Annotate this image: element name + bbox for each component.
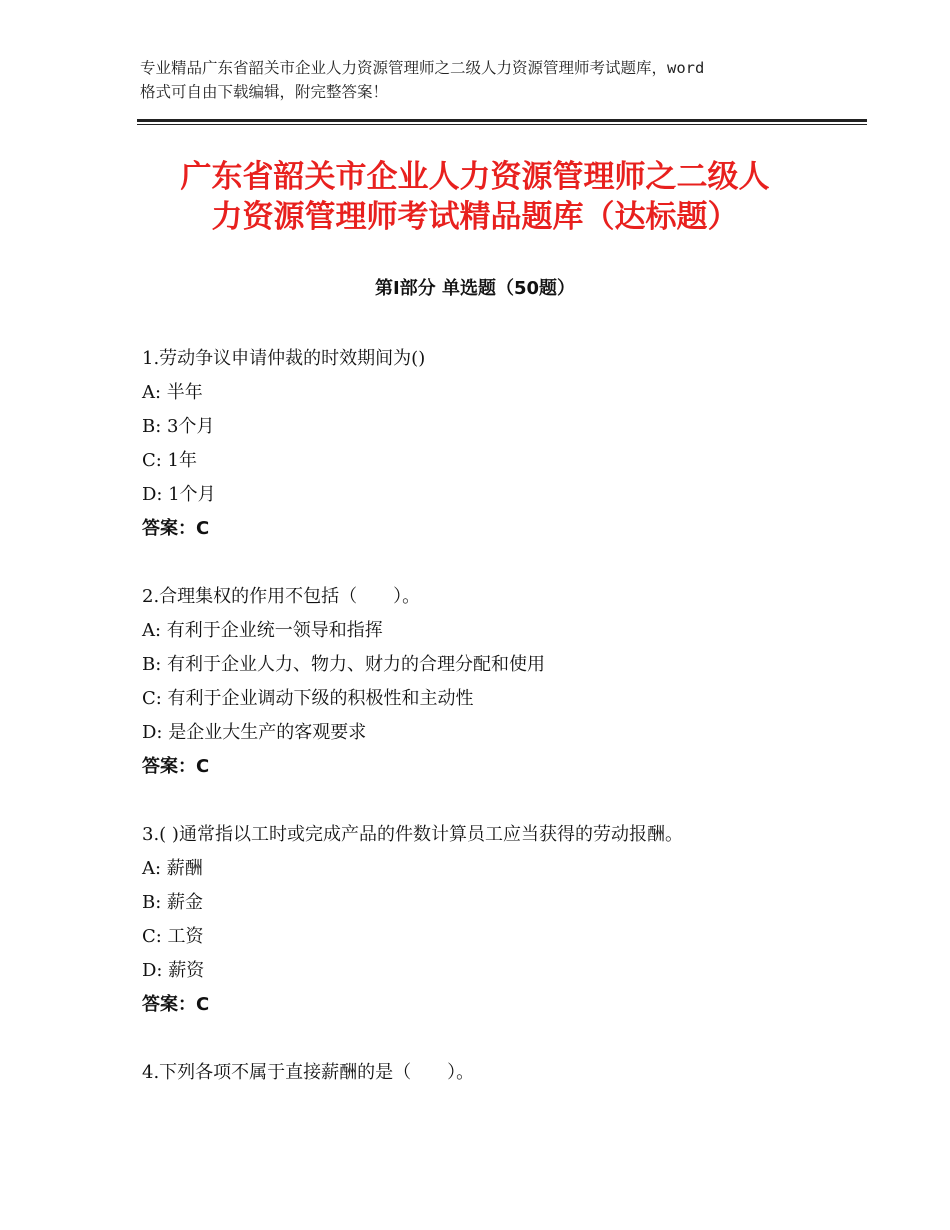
question-list [142,342,842,1124]
header-note [140,56,840,104]
document-title-line2: 力资源管理师考试精品题库（达标题） [211,199,739,235]
answer: 答案：C [142,756,210,777]
header-note-line1: 专业精品广东省韶关市企业人力资源管理师之二级人力资源管理师考试题库，word [140,59,705,77]
option-c: C: 1年 [142,450,198,471]
question-1 [142,342,842,546]
option-a: A: 薪酬 [142,858,203,879]
option-d: D: 薪资 [142,960,205,981]
header-rule-thin [137,124,867,125]
question-stem: 2.合理集权的作用不包括（ ）。 [142,586,421,607]
question-stem: 3.( )通常指以工时或完成产品的件数计算员工应当获得的劳动报酬。 [142,824,683,845]
question-4 [142,1056,842,1090]
answer: 答案：C [142,518,210,539]
section-heading: 第Ⅰ部分 单选题（50题） [374,278,575,299]
option-b: B: 有利于企业人力、物力、财力的合理分配和使用 [142,654,546,675]
question-stem: 4.下列各项不属于直接薪酬的是（ ）。 [142,1062,475,1083]
header-note-line2: 格式可自由下载编辑，附完整答案！ [140,83,389,101]
header-rule-thick [137,119,867,122]
question-stem: 1.劳动争议申请仲裁的时效期间为() [142,348,426,369]
option-d: D: 1个月 [142,484,216,505]
option-b: B: 薪金 [142,892,204,913]
option-b: B: 3个月 [142,416,215,437]
question-3 [142,818,842,1022]
question-2 [142,580,842,784]
option-d: D: 是企业大生产的客观要求 [142,722,367,743]
answer: 答案：C [142,994,210,1015]
option-c: C: 有利于企业调动下级的积极性和主动性 [142,688,474,709]
document-title-line1: 广东省韶关市企业人力资源管理师之二级人 [180,159,770,195]
option-c: C: 工资 [142,926,204,947]
document-title [100,157,850,237]
option-a: A: 有利于企业统一领导和指挥 [142,620,383,641]
option-a: A: 半年 [142,382,203,403]
